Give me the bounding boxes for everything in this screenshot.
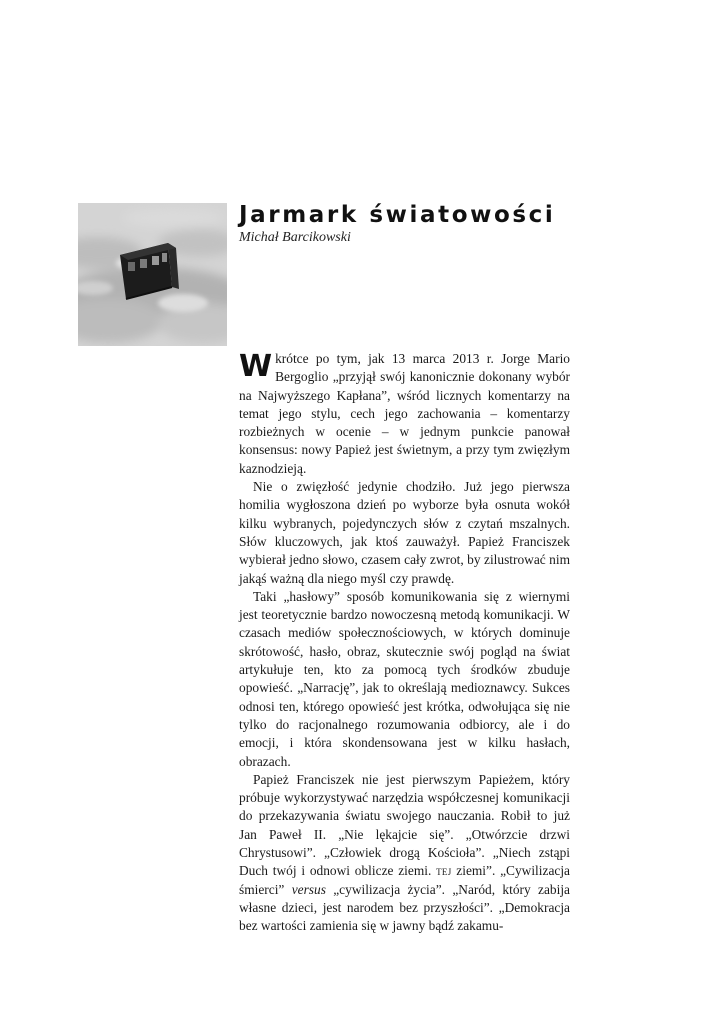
article-body — [239, 350, 570, 936]
paragraph-4-text-b: ziemi”. „Cywilizacja śmierci” — [239, 863, 570, 897]
paragraph-4 — [239, 771, 570, 936]
paragraph-3: Taki „hasłowy” sposób komunikowania się z wiernymi jest teoretycznie bardzo nowoczesną metodą komunikacji. W czasach mediów społecznościowych, w których dominuje skrótowość, hasło, obraz, skutecznie swój pogląd na świat artykułuje ten, kto za pomocą tych środków zbuduje opowieść. „Narrację”, jak to określają medioznawcy. Sukces odnosi ten, którego opowieść jest krótka, odwołująca się nie tylko do racjonalnego rozumowania odbiorcy, ale i do emocji, i która skondensowana jest w kilku hasłach, obrazach. — [239, 588, 570, 769]
italic-word: versus — [291, 881, 326, 897]
paragraph-1-text: krótce po tym, jak 13 marca 2013 r. Jorge Mario Bergoglio „przyjął swój kanonicznie dokonany wybór na Najwyższego Kapłana”, wśród licznych komentarzy na temat jego stylu, cech jego zachowania – komentarzy rozbieżnych w ocenie – w jednym punkcie panował konsensus: nowy Papież jest świetnym, a przy tym zwięzłym kaznodzieją. — [239, 351, 570, 476]
paragraph-4-text-c: „cywilizacja życia”. „Naród, który zabija własne dzieci, jest narodem bez przyszłości”. „Demokracja bez wartości zamienia się w jawny bądź zakamu- — [239, 881, 570, 934]
funicular-car-in-clouds-photo — [78, 203, 227, 346]
article-author: Michał Barcikowski — [239, 230, 351, 245]
paragraph-4-text-a: Papież Franciszek nie jest pierwszym Papieżem, który próbuje wykorzystywać narzędzia współczesnej komunikacji do przekazywania światu swojego nauczania. Robił to już Jan Paweł II. „Nie lękajcie się”. „Otwórzcie drzwi Chrystusowi”. „Człowiek drogą Kościoła”. „Niech zstąpi Duch twój i odnowi oblicze ziemi. — [239, 771, 570, 879]
small-caps-word: tej — [436, 863, 452, 879]
article-title: Jarmark światowości — [239, 202, 556, 228]
drop-cap: W — [239, 349, 273, 384]
paragraph-2: Nie o zwięzłość jedynie chodziło. Już jego pierwsza homilia wygłoszona dzień po wyborze była osnuta wokół kilku wybranych, pojedynczych słów z czytań mszalnych. Słów kluczowych, jak ktoś zauważył. Papież Franciszek wybierał jedno słowo, czasem cały zwrot, by zilustrować nim jakąś ważną dla niego myśl czy prawdę. — [239, 479, 570, 586]
paragraph-1 — [239, 350, 570, 478]
